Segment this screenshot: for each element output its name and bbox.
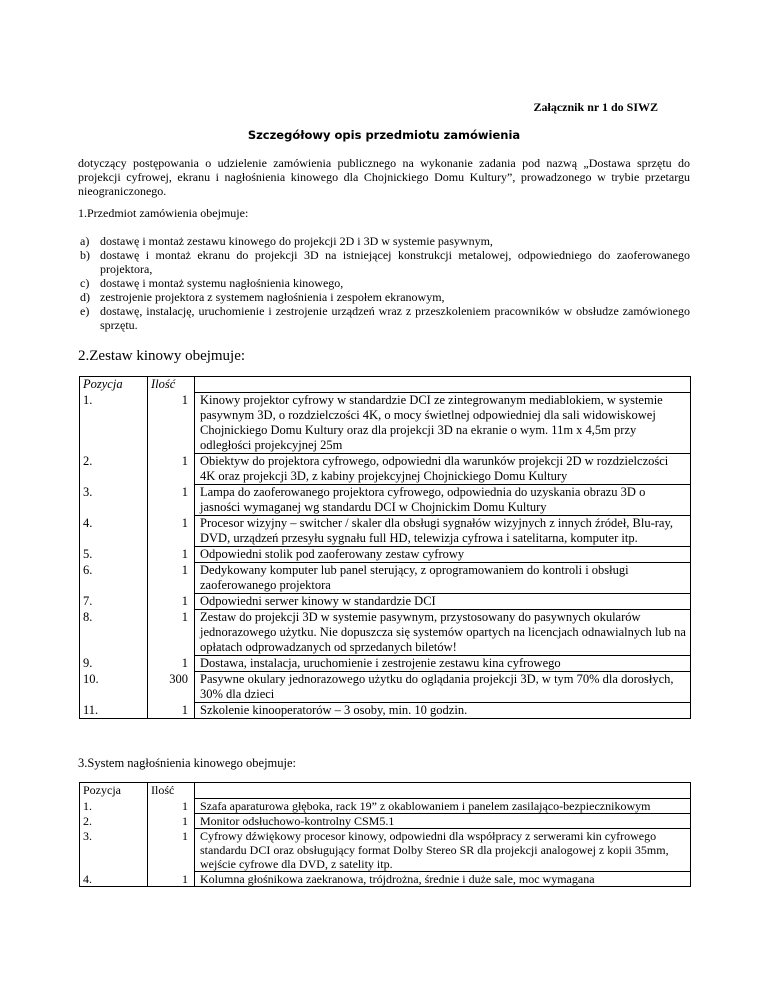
table-row [80, 872, 691, 887]
table-header-row [80, 783, 691, 799]
row-quantity: 1 [148, 393, 195, 454]
table-row [80, 485, 691, 516]
table-row [80, 610, 691, 656]
appendix-label: Załącznik nr 1 do SIWZ [533, 100, 658, 114]
table-row [80, 829, 691, 872]
scope-item [78, 304, 690, 332]
table-header-row [80, 377, 691, 393]
list-marker: c) [80, 276, 90, 290]
row-description: Szafa aparaturowa głęboka, rack 19” z okablowaniem i panelem zasilająco-bezpiecznikowym [195, 799, 691, 814]
list-marker: e) [80, 304, 90, 318]
row-position: 11. [80, 703, 148, 719]
scope-item-text: dostawę i montaż ekranu do projekcji 3D na istniejącej konstrukcji metalowej, odpowiedniego do zaoferowanego projektora, [100, 248, 690, 276]
table-row [80, 547, 691, 563]
row-position: 2. [80, 454, 148, 485]
row-quantity: 1 [148, 799, 195, 814]
row-position: 7. [80, 594, 148, 610]
row-position: 3. [80, 829, 148, 872]
scope-item [78, 234, 690, 248]
document-title: Szczegółowy opis przedmiotu zamówienia [247, 128, 521, 142]
table-row [80, 516, 691, 547]
column-header-description [195, 783, 691, 799]
row-position: 5. [80, 547, 148, 563]
row-quantity: 1 [148, 594, 195, 610]
table-row [80, 672, 691, 703]
scope-item-text: zestrojenie projektora z systemem nagłośnienia i zespołem ekranowym, [100, 290, 445, 304]
row-quantity: 1 [148, 516, 195, 547]
row-quantity: 1 [148, 656, 195, 672]
row-quantity: 1 [148, 872, 195, 887]
row-quantity: 1 [148, 829, 195, 872]
row-position: 6. [80, 563, 148, 594]
row-description: Odpowiedni stolik pod zaoferowany zestaw cyfrowy [195, 547, 691, 563]
row-quantity: 300 [148, 672, 195, 703]
column-header-position: Pozycja [80, 377, 148, 393]
row-position: 3. [80, 485, 148, 516]
row-quantity: 1 [148, 814, 195, 829]
row-quantity: 1 [148, 485, 195, 516]
row-quantity: 1 [148, 703, 195, 719]
row-quantity: 1 [148, 563, 195, 594]
row-position: 2. [80, 814, 148, 829]
section-1-heading: 1.Przedmiot zamówienia obejmuje: [78, 206, 249, 220]
row-description: Obiektyw do projektora cyfrowego, odpowiedni dla warunków projekcji 2D w rozdzielczości 4K oraz projekcji 3D, z kabiny projekcyjnej Chojnickiego Domu Kultury [195, 454, 691, 485]
row-position: 1. [80, 799, 148, 814]
row-position: 8. [80, 610, 148, 656]
row-quantity: 1 [148, 454, 195, 485]
row-position: 1. [80, 393, 148, 454]
row-position: 4. [80, 516, 148, 547]
list-marker: b) [80, 248, 90, 262]
table-row [80, 563, 691, 594]
scope-item [78, 276, 690, 290]
table-row [80, 454, 691, 485]
intro-paragraph: dotyczący postępowania o udzielenie zamówienia publicznego na wykonanie zadania pod nazwą „Dostawa sprzętu do projekcji cyfrowej, ekranu i nagłośnienia kinowego dla Chojnickiego Domu Kultury”, prowadzonego w trybie przetargu nieograniczonego. [78, 156, 690, 198]
table-row [80, 594, 691, 610]
row-position: 4. [80, 872, 148, 887]
row-description: Szkolenie kinooperatorów – 3 osoby, min. 10 godzin. [195, 703, 691, 719]
row-description: Cyfrowy dźwiękowy procesor kinowy, odpowiedni dla współpracy z serwerami kin cyfrowego standardu DCI oraz obsługujący format Dolby Stereo SR dla projekcji analogowej z kopii 35mm, wejście cyfrowe dla DVD, z satelity itp. [195, 829, 691, 872]
row-description: Pasywne okulary jednorazowego użytku do oglądania projekcji 3D, w tym 70% dla dorosłych, 30% dla dzieci [195, 672, 691, 703]
row-description: Odpowiedni serwer kinowy w standardzie DCI [195, 594, 691, 610]
list-marker: a) [80, 234, 90, 248]
row-description: Dostawa, instalacja, uruchomienie i zestrojenie zestawu kina cyfrowego [195, 656, 691, 672]
row-description: Kinowy projektor cyfrowy w standardzie DCI ze zintegrowanym mediablokiem, w systemie pasywnym 3D, o rozdzielczości 4K, o mocy świetlnej odpowiedniej dla sali widowiskowej Chojnickiego Domu Kultury oraz dla projekcji 3D na ekranie o wym. 11m x 4,5m przy odległości projekcyjnej 25m [195, 393, 691, 454]
scope-item [78, 290, 690, 304]
column-header-description [195, 377, 691, 393]
table-row [80, 656, 691, 672]
row-quantity: 1 [148, 610, 195, 656]
column-header-quantity: Ilość [148, 377, 195, 393]
table-row [80, 393, 691, 454]
row-description: Procesor wizyjny – switcher / skaler dla obsługi sygnałów wizyjnych z innych źródeł, Blu-ray, DVD, urządzeń przesyłu sygnału full HD, telewizja cyfrowa i satelitarna, komputer itp. [195, 516, 691, 547]
row-position: 10. [80, 672, 148, 703]
scope-item [78, 248, 690, 276]
column-header-position: Pozycja [80, 783, 148, 799]
row-description: Monitor odsłuchowo-kontrolny CSM5.1 [195, 814, 691, 829]
table-row [80, 799, 691, 814]
column-header-quantity: Ilość [148, 783, 195, 799]
row-description: Zestaw do projekcji 3D w systemie pasywnym, przystosowany do pasywnych okularów jednorazowego użytku. Nie dopuszcza się systemów opartych na licencjach odnawialnych lub na opłatach odprowadzanych od sprzedanych biletów! [195, 610, 691, 656]
row-description: Dedykowany komputer lub panel sterujący, z oprogramowaniem do kontroli i obsługi zaoferowanego projektora [195, 563, 691, 594]
section-2-heading: 2.Zestaw kinowy obejmuje: [78, 348, 246, 364]
scope-list [78, 234, 690, 332]
scope-item-text: dostawę i montaż zestawu kinowego do projekcji 2D i 3D w systemie pasywnym, [100, 234, 493, 248]
table-row [80, 703, 691, 719]
row-description: Lampa do zaoferowanego projektora cyfrowego, odpowiednia do uzyskania obrazu 3D o jasności wymaganej wg standardu DCI w Chojnickim Domu Kultury [195, 485, 691, 516]
scope-item-text: dostawę, instalację, uruchomienie i zestrojenie urządzeń wraz z przeszkoleniem pracowników w obsłudze zamówionego sprzętu. [100, 304, 690, 332]
sound-system-table [79, 782, 691, 887]
row-description: Kolumna głośnikowa zaekranowa, trójdrożna, średnie i duże sale, moc wymagana [195, 872, 691, 887]
scope-item-text: dostawę i montaż systemu nagłośnienia kinowego, [100, 276, 344, 290]
cinema-set-table [79, 376, 691, 719]
table-row [80, 814, 691, 829]
row-position: 9. [80, 656, 148, 672]
list-marker: d) [80, 290, 90, 304]
section-3-heading: 3.System nagłośnienia kinowego obejmuje: [78, 756, 297, 770]
row-quantity: 1 [148, 547, 195, 563]
